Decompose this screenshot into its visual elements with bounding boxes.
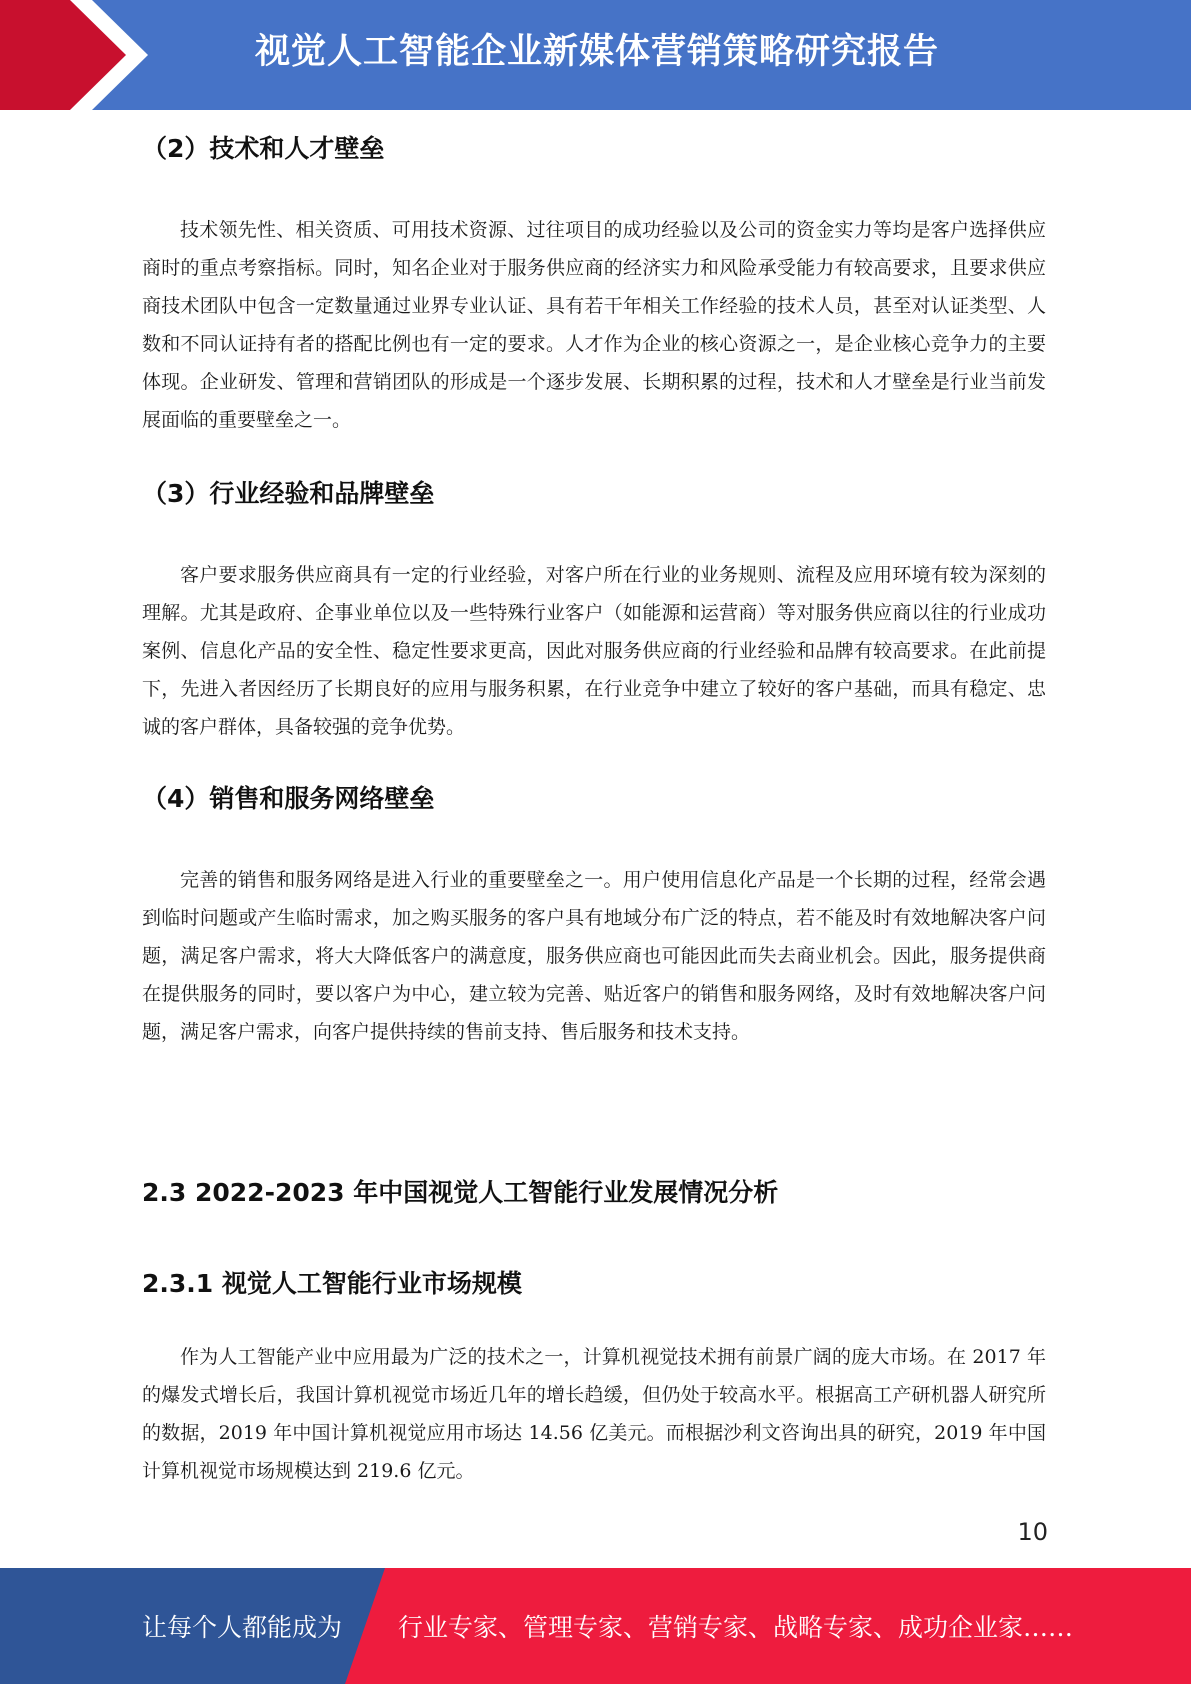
paragraph-market-size: 作为人工智能产业中应用最为广泛的技术之一，计算机视觉技术拥有前景广阔的庞大市场。在 2017 年的爆发式增长后，我国计算机视觉市场近几年的增长趋缓，但仍处于较高水平。根据高工产研机器人研究所的数据，2019 年中国计算机视觉应用市场达 14.56 亿美元。而根据沙利文咨询出具的研究，2019 年中国计算机视觉市场规模达到 219.6 亿元。 [142, 1346, 1046, 1482]
paragraph-experience-brand-barrier: 客户要求服务供应商具有一定的行业经验，对客户所在行业的业务规则、流程及应用环境有较为深刻的理解。尤其是政府、企事业单位以及一些特殊行业客户（如能源和运营商）等对服务供应商以往的行业成功案例、信息化产品的安全性、稳定性要求更高，因此对服务供应商的行业经验和品牌有较高要求。在此前提下，先进入者因经历了长期良好的应用与服务积累，在行业竞争中建立了较好的客户基础，而具有稳定、忠诚的客户群体，具备较强的竞争优势。 [142, 564, 1046, 738]
paragraph-sales-service-barrier: 完善的销售和服务网络是进入行业的重要壁垒之一。用户使用信息化产品是一个长期的过程，经常会遇到临时问题或产生临时需求，加之购买服务的客户具有地域分布广泛的特点，若不能及时有效地解决客户问题，满足客户需求，将大大降低客户的满意度，服务供应商也可能因此而失去商业机会。因此，服务提供商在提供服务的同时，要以客户为中心，建立较为完善、贴近客户的销售和服务网络，及时有效地解决客户问题，满足客户需求，向客户提供持续的售前支持、售后服务和技术支持。 [142, 869, 1046, 1043]
footer-slogan-right: 行业专家、管理专家、营销专家、战略专家、成功企业家…… [398, 1613, 1074, 1642]
paragraph-tech-talent-barrier: 技术领先性、相关资质、可用技术资源、过往项目的成功经验以及公司的资金实力等均是客户选择供应商时的重点考察指标。同时，知名企业对于服务供应商的经济实力和风险承受能力有较高要求，且要求供应商技术团队中包含一定数量通过业界专业认证、具有若干年相关工作经验的技术人员，甚至对认证类型、人数和不同认证持有者的搭配比例也有一定的要求。人才作为企业的核心资源之一，是企业核心竞争力的主要体现。企业研发、管理和营销团队的形成是一个逐步发展、长期积累的过程，技术和人才壁垒是行业当前发展面临的重要壁垒之一。 [142, 219, 1046, 431]
page-number: 10 [1017, 1518, 1048, 1546]
footer-slogan-left: 让每个人都能成为 [142, 1613, 343, 1642]
heading-section-2-3: 2.3 2022-2023 年中国视觉人工智能行业发展情况分析 [142, 1178, 779, 1207]
report-title: 视觉人工智能企业新媒体营销策略研究报告 [255, 32, 940, 72]
heading-sales-service-barrier: （4）销售和服务网络壁垒 [142, 784, 435, 813]
heading-tech-talent-barrier: （2）技术和人才壁垒 [142, 134, 385, 163]
heading-section-2-3-1: 2.3.1 视觉人工智能行业市场规模 [142, 1269, 522, 1298]
page-footer [0, 1568, 1191, 1684]
heading-experience-brand-barrier: （3）行业经验和品牌壁垒 [142, 479, 435, 508]
page-header [0, 0, 1191, 110]
